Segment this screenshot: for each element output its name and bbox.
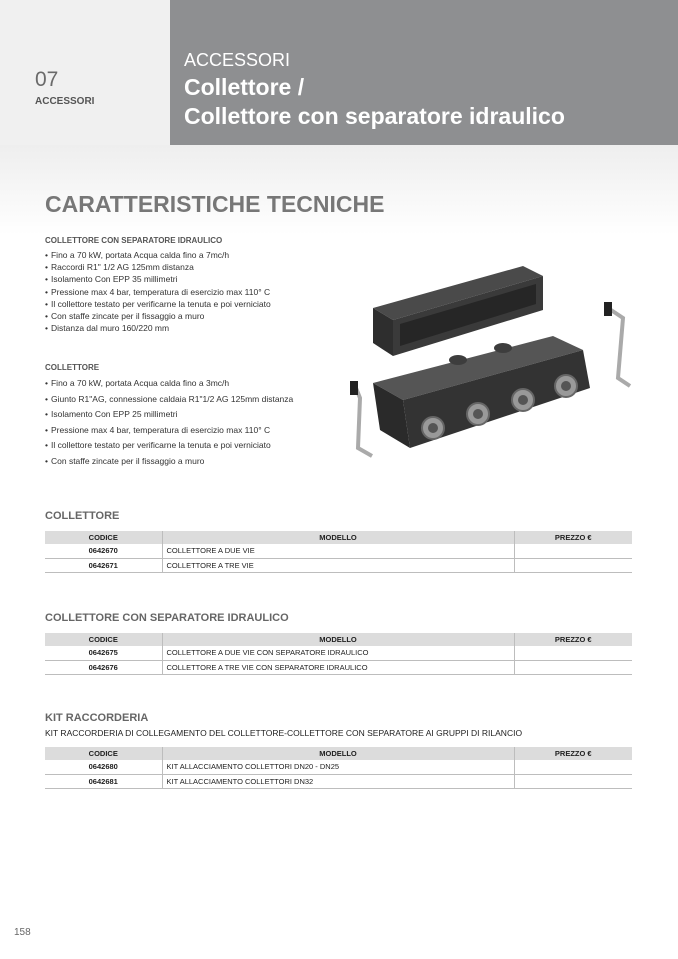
spec-list [45, 376, 345, 469]
spec-item: • Raccordi R1" 1/2 AG 125mm distanza [45, 261, 345, 273]
cell-price [514, 558, 632, 572]
spec-item: • Il collettore testato per verificarne la tenuta e poi verniciato [45, 438, 345, 454]
page-title-line1: Collettore / [184, 74, 305, 100]
spec-item: • Con staffe zincate per il fissaggio a muro [45, 310, 345, 322]
column-header-model: MODELLO [162, 531, 514, 544]
section-description-kit-raccorderia: KIT RACCORDERIA DI COLLEGAMENTO DEL COLLETTORE-COLLETTORE CON SEPARATORE AI GRUPPI DI RILANCIO [45, 728, 523, 738]
column-header-price: PREZZO € [514, 531, 632, 544]
page-number: 158 [14, 927, 31, 938]
price-table-collettore [45, 531, 632, 573]
column-header-code: CODICE [45, 633, 162, 646]
cell-code: 0642676 [45, 660, 162, 674]
cell-price [514, 760, 632, 774]
spec-list [45, 249, 345, 334]
price-table-kit-raccorderia [45, 747, 632, 789]
column-header-price: PREZZO € [514, 747, 632, 760]
section-title-collettore: COLLETTORE [45, 510, 120, 522]
header-gradient [0, 145, 678, 235]
spec-item: • Con staffe zincate per il fissaggio a muro [45, 454, 345, 470]
spec-item: • Fino a 70 kW, portata Acqua calda fino a 3mc/h [45, 376, 345, 392]
column-header-code: CODICE [45, 531, 162, 544]
spec-heading: COLLETTORE [45, 363, 100, 372]
price-table-separatore [45, 633, 632, 675]
cell-model: COLLETTORE A DUE VIE [162, 544, 514, 558]
spec-item: • Isolamento Con EPP 25 millimetri [45, 407, 345, 423]
cell-code: 0642675 [45, 646, 162, 660]
cell-model: COLLETTORE A TRE VIE CON SEPARATORE IDRAULICO [162, 660, 514, 674]
table-row [45, 774, 632, 788]
collector-product-image [338, 238, 638, 483]
chapter-number: 07 [35, 68, 59, 91]
table-row [45, 646, 632, 660]
spec-item: • Isolamento Con EPP 35 millimetri [45, 273, 345, 285]
specs-title: CARATTERISTICHE TECNICHE [45, 191, 385, 217]
spec-heading: COLLETTORE CON SEPARATORE IDRAULICO [45, 236, 223, 245]
cell-price [514, 774, 632, 788]
spec-block-separatore [45, 236, 345, 334]
section-title-kit-raccorderia: KIT RACCORDERIA [45, 712, 149, 724]
table-row [45, 760, 632, 774]
table-row [45, 544, 632, 558]
spec-item: • Distanza dal muro 160/220 mm [45, 322, 345, 334]
cell-price [514, 646, 632, 660]
chapter-label: ACCESSORI [35, 96, 95, 107]
spec-item: • Giunto R1"AG, connessione caldaia R1"1/2 AG 125mm distanza [45, 392, 345, 408]
spec-item: • Pressione max 4 bar, temperatura di esercizio max 110° C [45, 286, 345, 298]
cell-price [514, 544, 632, 558]
table-row [45, 660, 632, 674]
column-header-model: MODELLO [162, 633, 514, 646]
column-header-model: MODELLO [162, 747, 514, 760]
cell-model: KIT ALLACCIAMENTO COLLETTORI DN20 - DN25 [162, 760, 514, 774]
cell-price [514, 660, 632, 674]
cell-code: 0642680 [45, 760, 162, 774]
column-header-price: PREZZO € [514, 633, 632, 646]
page-title-line2: Collettore con separatore idraulico [184, 103, 565, 129]
spec-item: • Il collettore testato per verificarne la tenuta e poi verniciato [45, 298, 345, 310]
table-header-row [45, 633, 632, 646]
column-header-code: CODICE [45, 747, 162, 760]
page-title [184, 73, 565, 131]
table-header-row [45, 747, 632, 760]
cell-model: KIT ALLACCIAMENTO COLLETTORI DN32 [162, 774, 514, 788]
spec-item: • Fino a 70 kW, portata Acqua calda fino a 7mc/h [45, 249, 345, 261]
table-header-row [45, 531, 632, 544]
cell-code: 0642670 [45, 544, 162, 558]
section-title-separatore: COLLETTORE CON SEPARATORE IDRAULICO [45, 612, 289, 624]
spec-block-collettore [45, 363, 345, 469]
header-section: ACCESSORI [184, 50, 291, 70]
cell-model: COLLETTORE A TRE VIE [162, 558, 514, 572]
cell-code: 0642681 [45, 774, 162, 788]
cell-model: COLLETTORE A DUE VIE CON SEPARATORE IDRAULICO [162, 646, 514, 660]
cell-code: 0642671 [45, 558, 162, 572]
table-row [45, 558, 632, 572]
spec-item: • Pressione max 4 bar, temperatura di esercizio max 110° C [45, 423, 345, 439]
